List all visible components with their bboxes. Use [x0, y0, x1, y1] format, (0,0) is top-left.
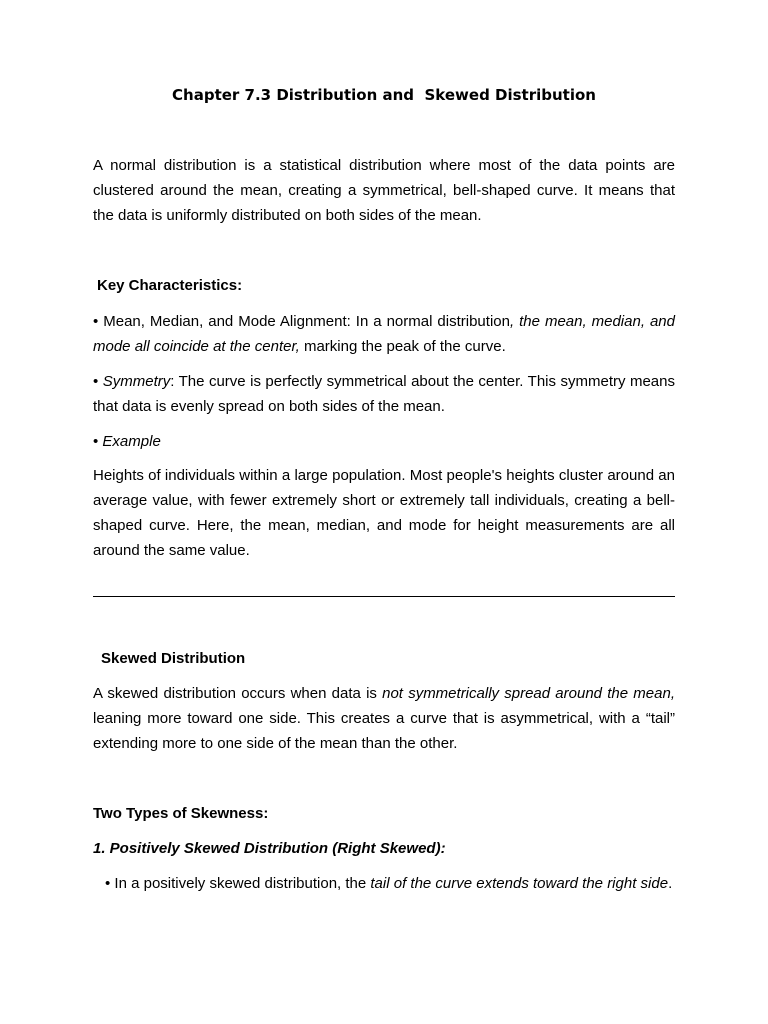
bullet-text-end: : The curve is perfectly symmetrical about the center. This symmetry means that data is evenly spread on both sides of the mean. — [93, 373, 675, 415]
page-title: Chapter 7.3 Distribution and Skewed Distribution — [172, 86, 596, 104]
example-paragraph: Heights of individuals within a large population. Most people's heights cluster around an average value, with fewer extremely short or extremely tall individuals, creating a bell-shaped curve. Here, the mean, median, and mode for height measurements are all around the same value. — [93, 467, 675, 559]
bullet-text-end: . — [668, 875, 673, 892]
bullet-marker: • — [93, 433, 103, 450]
bullet-mean-median-mode — [93, 309, 675, 359]
bullet-italic-text: Symmetry — [102, 373, 171, 390]
bullet-italic-text: Example — [102, 433, 161, 450]
bullet-text: • Mean, Median, and Mode Alignment: In a normal distribution — [93, 313, 510, 330]
paragraph-italic-text: not symmetrically spread around the mean, — [382, 685, 675, 702]
intro-paragraph: A normal distribution is a statistical distribution where most of the data points are clustered around the mean, creating a symmetrical, bell-shaped curve. It means that the data is uniformly distributed on both sides of the mean. — [93, 157, 675, 224]
bullet-marker: • — [93, 373, 103, 390]
bullet-text-end: marking the peak of the curve. — [299, 338, 506, 355]
horizontal-divider — [93, 596, 675, 597]
key-characteristics-heading: Key Characteristics: — [97, 277, 243, 294]
positively-skewed-bullet — [93, 871, 675, 896]
two-types-heading: Two Types of Skewness: — [93, 805, 269, 822]
skewed-distribution-heading: Skewed Distribution — [101, 650, 246, 667]
bullet-italic-text: tail of the curve extends toward the right side — [370, 875, 669, 892]
positively-skewed-heading: 1. Positively Skewed Distribution (Right Skewed): — [93, 840, 446, 857]
paragraph-text: A skewed distribution occurs when data is — [93, 685, 383, 702]
paragraph-text-end: leaning more toward one side. This creates a curve that is asymmetrical, with a “tail” extending more to one side of the mean than the other. — [93, 710, 675, 752]
skewed-paragraph — [93, 681, 675, 756]
bullet-italic-text: , the mean, median, and mode all coincide at the center, — [93, 313, 675, 355]
bullet-example — [93, 429, 675, 454]
bullet-text: • In a positively skewed distribution, the — [105, 875, 371, 892]
bullet-symmetry — [93, 369, 675, 419]
